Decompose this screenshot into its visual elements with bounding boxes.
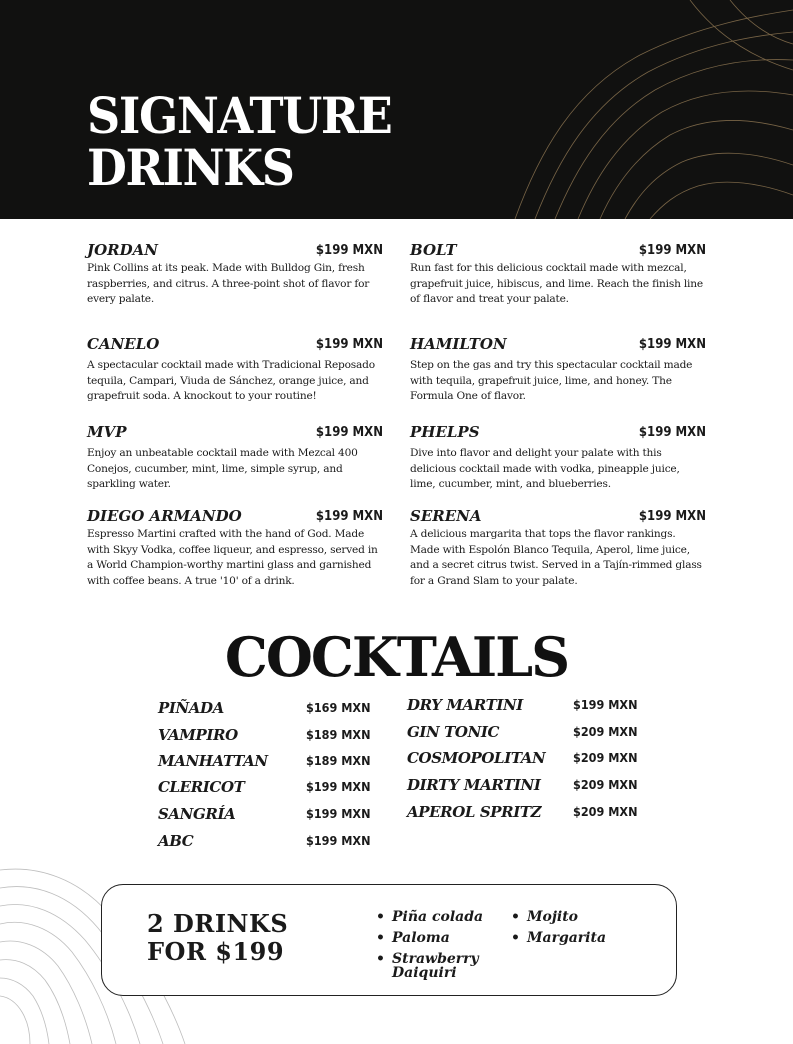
drink-price: $199 MXN [638,425,706,440]
cocktail-name: DRY MARTINI [407,696,523,714]
cocktail-price: $209 MXN [573,724,638,739]
drink-name: PHELPS [410,423,480,441]
cocktail-price: $189 MXN [306,727,371,742]
cocktail-name: MANHATTAN [158,752,268,770]
cocktail-price: $209 MXN [573,804,638,819]
cocktail-name: GIN TONIC [407,723,500,741]
cocktail-item [158,777,371,799]
cocktail-name: PIÑADA [158,699,224,717]
drink-name: CANELO [87,335,160,353]
cocktail-item [158,751,371,773]
cocktail-name: APEROL SPRITZ [407,803,542,821]
drink-price: $199 MXN [315,243,383,258]
header-banner [0,0,793,219]
bullet-icon: • [376,930,385,946]
title-line-1: SIGNATURE [87,86,392,145]
promo-item-label: Margarita [527,930,607,946]
drink-description: Step on the gas and try this spectacular cocktail made with tequila, grapefruit juice, lime, and honey. The Formula One of flavor. [410,359,693,403]
drink-name: BOLT [410,241,457,259]
promo-title-line-2: FOR $199 [147,937,285,966]
cocktail-name: VAMPIRO [158,726,238,744]
drink-description: A spectacular cocktail made with Tradicional Reposado tequila, Campari, Viuda de Sánchez, orange juice, and grapefruit soda. A knockout to your routine! [87,359,375,403]
page-title [87,86,392,197]
promo-list-item [509,931,639,945]
cocktail-item [407,695,638,717]
drink-description: Espresso Martini crafted with the hand of God. Made with Skyy Vodka, coffee liqueur, and espresso, served in a World Champion-worthy martini glass and garnished with coffee beans. A true '10' of a drink. [87,528,378,587]
cocktail-price: $169 MXN [306,700,371,715]
drink-price: $199 MXN [315,337,383,352]
drink-price: $199 MXN [638,337,706,352]
promo-item-label: Mojito [527,909,579,925]
cocktail-name: ABC [158,832,194,850]
cocktail-price: $199 MXN [573,697,638,712]
drink-name: HAMILTON [410,335,507,353]
drink-description: Pink Collins at its peak. Made with Bulldog Gin, fresh raspberries, and citrus. A three-point shot of flavor for every palate. [87,262,370,306]
cocktail-price: $189 MXN [306,753,371,768]
bullet-icon: • [511,930,520,946]
drink-price: $199 MXN [315,425,383,440]
drink-price: $199 MXN [315,509,383,524]
cocktail-price: $199 MXN [306,833,371,848]
bullet-icon: • [511,909,520,925]
cocktail-item [407,775,638,797]
cocktail-item [407,722,638,744]
cocktail-item [407,748,638,770]
cocktail-item [158,804,371,826]
cocktail-price: $199 MXN [306,806,371,821]
cocktail-name: COSMOPOLITAN [407,749,546,767]
cocktail-price: $209 MXN [573,750,638,765]
drink-description: Dive into flavor and delight your palate with this delicious cocktail made with vodka, pineapple juice, lime, cucumber, mint, and blueberries. [410,447,680,491]
cocktail-item [407,802,638,824]
promo-list-item [374,952,484,980]
cocktail-item [158,725,371,747]
promo-item-label: Piña colada [392,909,484,925]
cocktail-name: SANGRÍA [158,805,236,823]
promo-item-label: Strawberry Daiquiri [392,951,479,981]
cocktails-heading: COCKTAILS [224,625,569,689]
drink-name: MVP [87,423,127,441]
drink-description: Enjoy an unbeatable cocktail made with Mezcal 400 Conejos, cucumber, mint, lime, simple syrup, and sparkling water. [87,447,358,491]
drink-description: A delicious margarita that tops the flavor rankings. Made with Espolón Blanco Tequila, Aperol, lime juice, and a secret citrus twist. Served in a Tajín-rimmed glass for a Grand Slam to your palate. [410,528,702,587]
promo-list-1 [374,910,484,987]
cocktail-price: $199 MXN [306,779,371,794]
cocktail-item [158,698,371,720]
drink-price: $199 MXN [638,509,706,524]
drink-name: SERENA [410,507,482,525]
promo-list-item [509,910,639,924]
promo-list-item [374,931,484,945]
bullet-icon: • [376,909,385,925]
promo-item-label: Paloma [392,930,450,946]
promo-list-2 [509,910,639,952]
drink-description: Run fast for this delicious cocktail made with mezcal, grapefruit juice, hibiscus, and lime. Reach the finish line of flavor and treat your palate. [410,262,703,306]
promo-title [147,910,288,966]
cocktail-name: CLERICOT [158,778,245,796]
drink-name: JORDAN [87,241,158,259]
cocktail-item [158,831,371,853]
drink-name: DIEGO ARMANDO [87,507,242,525]
bullet-icon: • [376,951,385,967]
drink-price: $199 MXN [638,243,706,258]
cocktail-price: $209 MXN [573,777,638,792]
promo-title-line-1: 2 DRINKS [147,909,289,938]
promo-list-item [374,910,484,924]
title-line-2: DRINKS [87,138,294,197]
cocktail-name: DIRTY MARTINI [407,776,541,794]
